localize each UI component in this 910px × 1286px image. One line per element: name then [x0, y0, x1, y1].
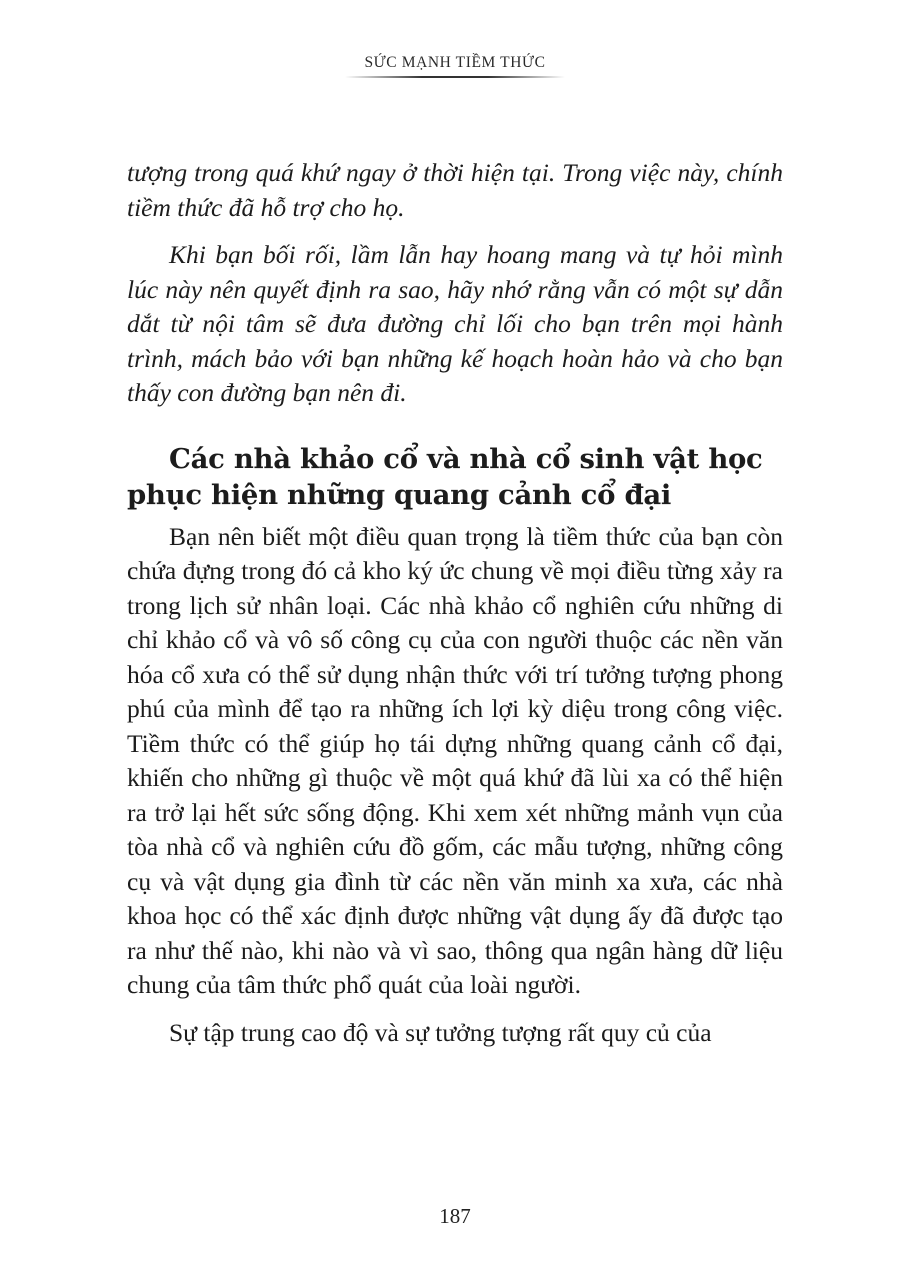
page-number: 187	[439, 1204, 471, 1228]
running-header: SỨC MẠNH TIỀM THỨC	[364, 54, 546, 71]
paragraph-continued: tượng trong quá khứ ngay ở thời hiện tại. Trong việc này, chính tiềm thức đã hỗ trợ cho họ.	[127, 158, 783, 222]
section-heading: Các nhà khảo cổ và nhà cổ sinh vật học phục hiện những quang cảnh cổ đại	[127, 442, 763, 511]
paragraph-archaeologists: Bạn nên biết một điều quan trọng là tiềm thức của bạn còn chứa đựng trong đó cả kho ký ức chung về mọi điều từng xảy ra trong lịch sử nhân loại. Các nhà khảo cổ nghiên cứu những di chỉ khảo cổ và vô số công cụ của con người thuộc các nền văn hóa cổ xưa có thể sử dụng nhận thức với trí tưởng tượng phong phú của mình để tạo ra những ích lợi kỳ diệu trong công việc. Tiềm thức có thể giúp họ tái dựng những quang cảnh cổ đại, khiến cho những gì thuộc về một quá khứ đã lùi xa có thể hiện ra trở lại hết sức sống động. Khi xem xét những mảnh vụn của tòa nhà cổ và nghiên cứu đồ gốm, các mẫu tượng, những công cụ và vật dụng gia đình từ các nền văn minh xa xưa, các nhà khoa học có thể xác định được những vật dụng ấy đã được tạo ra như thế nào, khi nào và vì sao, thông qua ngân hàng dữ liệu chung của tâm thức phổ quát của loài người.	[127, 521, 783, 999]
paragraph-concentration: Sự tập trung cao độ và sự tưởng tượng rất quy củ của	[169, 1017, 712, 1047]
page-content	[127, 156, 783, 1050]
paragraph-guidance: Khi bạn bối rối, lầm lẫn hay hoang mang và tự hỏi mình lúc này nên quyết định ra sao, hãy nhớ rằng vẫn có một sự dẫn dắt từ nội tâm sẽ đưa đường chỉ lối cho bạn trên mọi hành trình, mách bảo với bạn những kế hoạch hoàn hảo và cho bạn thấy con đường bạn nên đi.	[127, 240, 783, 407]
header-rule	[345, 76, 565, 78]
